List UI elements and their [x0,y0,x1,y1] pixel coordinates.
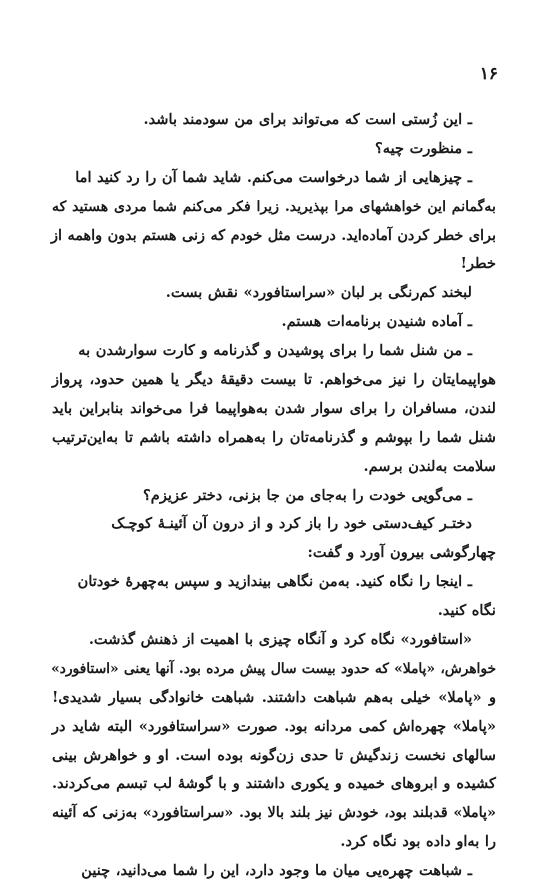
text-line: سالهای نخست زندگیش تا حدی زن‌گونه بوده است. او و خواهرش بینی [52,746,496,764]
text-line: و «پاملا» خیلی به‌هم شباهت داشتند. شباهت خانوادگی بسیار شدیدی! [52,688,496,706]
text-line: ـ آماده شنیدن برنامه‌ات هستم. [281,313,472,331]
text-line: خطر! [460,255,496,273]
text-line: «پاملا» چهره‌اش کمی مردانه بود. صورت «سراستافورد» البته شاید در [52,717,496,735]
text-line: هواپیمایتان را نیز می‌خواهم. تا بیست دقیقهٔ دیگر یا همین حدود، پرواز [52,371,496,389]
text-line: کشیده و ابروهای خمیده و یکوری داشتند و با گوشهٔ لب تبسم می‌کردند. [52,775,496,793]
text-line: «پاملا» قدبلند بود، خودش نیز بلند بالا بود. «سراستافورد» به‌زنی که آئینه [52,804,496,822]
text-line: ـ شباهت چهره‌یی میان ما وجود دارد، این را شما می‌دانید، چنین [81,862,472,880]
text-line: «استافورد» نگاه کرد و آنگاه چیزی با اهمیت از ذهنش گذشت. [88,631,472,649]
text-line: ـ چیزهایی از شما درخواست می‌کنم. شاید شما آن را رد کنید اما [75,168,472,186]
text-line: چهارگوشی بیرون آورد و گفت: [307,544,496,562]
text-line: را به‌او داده بود نگاه کرد. [340,833,496,851]
text-line: ـ من شنل شما را برای پوشیدن و گذرنامه و کارت سوارشدن به [78,342,472,360]
body-text [52,106,496,886]
text-line: شنل شما را بپوشم و گذرنامه‌تان را به‌همراه داشته باشم تا به‌این‌ترتیب [52,428,496,446]
text-line: ـ می‌گویی خودت را به‌جای من جا بزنی، دختر عزیزم؟ [143,486,472,504]
text-line: ـ منظورت چیه؟ [375,139,472,157]
text-line: دختـر کیف‌دستی خود را باز کرد و از درون آن آئینـهٔ کوچـک [111,515,472,533]
text-line: ـ این زُستی است که می‌تواند برای من سودمند باشد. [143,111,472,128]
text-line: ـ اینجا را نگاه کنید. به‌من نگاهی بیندازید و سپس به‌چهرهٔ خودتان [77,573,472,591]
text-line: برای خطر کردن آماده‌اید. درست مثل خودم که زنی هستم بدون واهمه از [51,226,496,244]
text-line: به‌گمانم این خواهشهای مرا بپذیرید. زیرا فکر می‌کنم شما مردی هستید که [52,198,496,215]
page-number: ۱۶ [479,64,498,84]
text-line: سلامت به‌لندن برسم. [363,457,496,475]
text-line: لبخند کم‌رنگی بر لبان «سراستافورد» نقش بست. [165,284,472,302]
text-line: خواهرش، «پاملا» که حدود بیست سال پیش مرده بود. آنها یعنی «استافورد» [51,660,496,677]
text-line: نگاه کنید. [437,602,496,620]
text-line: لندن، مسافران را برای سوار شدن به‌هواپیما فرا می‌خواند بنابراین باید [52,399,496,417]
